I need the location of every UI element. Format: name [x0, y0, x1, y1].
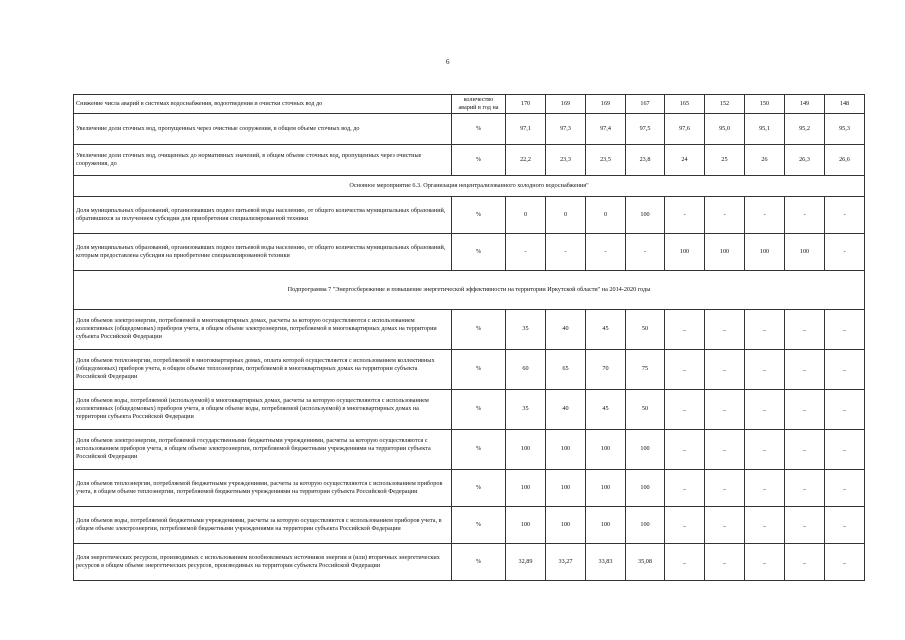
indicator-description: Доля муниципальных образований, организовавших подвоз питьевой воды населению, от общего количества муниципальных образований, которым предоставлена субсидия на приобретение специализированной техники: [74, 233, 452, 270]
indicator-value: _: [705, 506, 745, 543]
indicator-description: Доля объемов теплоэнергии, потребляемой бюджетными учреждениями, расчеты за которую осуществляются с использованием приборов учета, в общем объеме теплоэнергии, потребляемой бюджетными учреждениями на территории субъекта Российской Федерации: [74, 469, 452, 506]
indicator-value: 100: [546, 506, 586, 543]
indicator-value: 25: [705, 144, 745, 175]
section-heading: Основное мероприятие 6.3. Организация нецентрализованного холодного водоснабжения": [74, 175, 865, 196]
indicator-value: -: [785, 196, 825, 233]
indicator-value: 170: [506, 95, 546, 114]
indicator-value: _: [665, 429, 705, 469]
indicator-value: 35: [506, 309, 546, 349]
indicator-unit: %: [452, 233, 506, 270]
table-row: [74, 389, 865, 429]
indicator-value: 24: [665, 144, 705, 175]
indicator-value: -: [705, 196, 745, 233]
indicator-value: -: [665, 196, 705, 233]
indicator-value: _: [665, 389, 705, 429]
table-row: [74, 233, 865, 270]
indicator-value: 23,8: [626, 144, 665, 175]
indicator-value: 26: [745, 144, 785, 175]
table-row: [74, 469, 865, 506]
indicator-value: _: [785, 389, 825, 429]
indicator-unit: %: [452, 349, 506, 389]
table-row: [74, 543, 865, 580]
indicator-value: -: [546, 233, 586, 270]
table-row: [74, 113, 865, 144]
indicator-description: Доля объемов электроэнергии, потребляемой в многоквартирных домах, расчеты за которую осуществляются с использованием коллективных (общедомовых) приборов учета, в общем объеме электроэнергии, потребляемой в многоквартирных домах на территории субъекта Российской Федерации: [74, 309, 452, 349]
table-row: [74, 95, 865, 114]
indicator-value: 40: [546, 389, 586, 429]
page-number: 6: [446, 58, 450, 66]
indicator-value: 100: [745, 233, 785, 270]
indicator-unit: %: [452, 309, 506, 349]
indicator-value: _: [745, 506, 785, 543]
indicator-value: _: [785, 506, 825, 543]
indicator-value: 150: [745, 95, 785, 114]
indicator-value: 45: [586, 309, 626, 349]
indicator-description: Доля объемов теплоэнергии, потребляемой в многоквартирных домах, оплата которой осуществляется с использованием коллективных (общедомовых) приборов учета, в общем объеме теплоэнергии, потребляемой в многоквартирных домах на территории субъекта Российской Федерации: [74, 349, 452, 389]
indicator-value: _: [745, 543, 785, 580]
indicator-value: _: [705, 349, 745, 389]
indicator-value: 100: [546, 429, 586, 469]
indicator-value: 32,89: [506, 543, 546, 580]
indicator-value: _: [745, 309, 785, 349]
indicator-value: _: [825, 506, 865, 543]
indicator-value: 169: [546, 95, 586, 114]
indicator-value: 169: [586, 95, 626, 114]
indicator-unit: %: [452, 506, 506, 543]
indicator-value: 149: [785, 95, 825, 114]
indicator-value: 95,1: [745, 113, 785, 144]
indicator-value: 167: [626, 95, 665, 114]
indicator-value: 148: [825, 95, 865, 114]
indicator-value: 100: [546, 469, 586, 506]
indicator-value: 33,83: [586, 543, 626, 580]
indicator-value: 0: [586, 196, 626, 233]
indicator-value: _: [665, 349, 705, 389]
table-row: [74, 196, 865, 233]
indicator-value: 100: [785, 233, 825, 270]
indicator-value: 100: [506, 469, 546, 506]
indicator-value: 95,0: [705, 113, 745, 144]
indicator-value: 40: [546, 309, 586, 349]
indicator-value: 60: [506, 349, 546, 389]
indicator-value: 100: [626, 196, 665, 233]
indicator-value: 95,2: [785, 113, 825, 144]
indicator-description: Увеличение доли сточных вод, очищенных до нормативных значений, в общем объеме сточных вод, пропущенных через очистные сооружения, до: [74, 144, 452, 175]
indicator-description: Доля муниципальных образований, организовавших подвоз питьевой воды населению, от общего количества муниципальных образований, обратившихся за получением субсидии для приобретения специализированной техники: [74, 196, 452, 233]
indicator-value: 100: [586, 429, 626, 469]
indicator-value: 97,6: [665, 113, 705, 144]
indicator-value: 45: [586, 389, 626, 429]
indicator-value: _: [825, 543, 865, 580]
indicator-description: Доля объемов воды, потребляемой (используемой) в многоквартирных домах, расчеты за которую осуществляются с использованием коллективных (общедомовых) приборов учета, в общем объеме воды, потребляемой (используемой) в многоквартирных домах на территории субъекта Российской Федерации: [74, 389, 452, 429]
indicator-value: 50: [626, 309, 665, 349]
indicator-value: 35,08: [626, 543, 665, 580]
indicator-value: _: [825, 349, 865, 389]
indicator-description: Доля объемов электроэнергии, потребляемой государственными бюджетными учреждениями, расчеты за которую осуществляются с использованием приборов учета, в общем объеме электроэнергии, потребляемой бюджетными учреждениями на территории субъекта Российской Федерации: [74, 429, 452, 469]
indicator-value: 100: [506, 506, 546, 543]
indicator-value: 70: [586, 349, 626, 389]
indicator-value: _: [785, 349, 825, 389]
indicator-value: 100: [626, 506, 665, 543]
indicator-value: _: [665, 506, 705, 543]
indicator-value: 65: [546, 349, 586, 389]
indicator-value: _: [825, 389, 865, 429]
indicator-value: _: [665, 309, 705, 349]
indicator-unit: %: [452, 543, 506, 580]
indicator-value: _: [705, 309, 745, 349]
indicator-value: 100: [705, 233, 745, 270]
indicator-value: 97,5: [626, 113, 665, 144]
section-row: [74, 270, 865, 309]
indicator-value: _: [705, 543, 745, 580]
indicator-unit: %: [452, 196, 506, 233]
indicator-unit: %: [452, 429, 506, 469]
indicator-value: 97,4: [586, 113, 626, 144]
indicator-value: _: [665, 543, 705, 580]
indicator-value: 50: [626, 389, 665, 429]
table-row: [74, 506, 865, 543]
section-row: [74, 175, 865, 196]
indicator-value: 33,27: [546, 543, 586, 580]
indicator-description: Увеличение доли сточных вод, пропущенных через очистные сооружения, в общем объеме сточных вод, до: [74, 113, 452, 144]
indicator-unit: количество аварий в год на: [452, 95, 506, 114]
indicator-value: 95,3: [825, 113, 865, 144]
indicator-value: 26,6: [825, 144, 865, 175]
indicator-value: 165: [665, 95, 705, 114]
indicator-value: -: [825, 196, 865, 233]
indicator-value: 100: [665, 233, 705, 270]
indicator-unit: %: [452, 389, 506, 429]
indicator-value: -: [626, 233, 665, 270]
indicator-value: _: [825, 429, 865, 469]
indicator-value: _: [745, 349, 785, 389]
indicator-value: _: [785, 309, 825, 349]
indicator-value: _: [745, 429, 785, 469]
indicator-value: _: [665, 469, 705, 506]
indicator-value: _: [705, 429, 745, 469]
indicator-value: 23,5: [586, 144, 626, 175]
indicator-value: _: [825, 309, 865, 349]
indicator-value: 100: [626, 469, 665, 506]
indicator-value: _: [745, 469, 785, 506]
indicator-value: 97,1: [506, 113, 546, 144]
table-row: [74, 429, 865, 469]
section-heading: Подпрограмма 7 "Энергосбережение и повышение энергетической эффективности на территории Иркутской области" на 2014-2020 годы: [74, 270, 865, 309]
indicator-value: 100: [506, 429, 546, 469]
indicator-value: -: [745, 196, 785, 233]
indicator-value: 22,2: [506, 144, 546, 175]
indicator-value: _: [705, 469, 745, 506]
indicator-description: Снижение числа аварий в системах водоснабжения, водоотведения и очистки сточных вод до: [74, 95, 452, 114]
indicator-unit: %: [452, 113, 506, 144]
indicator-value: _: [785, 429, 825, 469]
indicator-value: 35: [506, 389, 546, 429]
indicator-value: _: [745, 389, 785, 429]
indicator-value: _: [785, 543, 825, 580]
table-row: [74, 349, 865, 389]
indicator-value: 100: [586, 506, 626, 543]
indicator-value: -: [825, 233, 865, 270]
indicator-description: Доля энергетических ресурсов, производимых с использованием возобновляемых источников энергии и (или) вторичных энергетических ресурсов в общем объеме энергетических ресурсов, производимых на территории субъекта Российской Федерации: [74, 543, 452, 580]
indicators-table: [73, 94, 865, 581]
indicator-unit: %: [452, 469, 506, 506]
indicator-value: _: [785, 469, 825, 506]
indicator-value: -: [506, 233, 546, 270]
indicator-value: 97,3: [546, 113, 586, 144]
indicator-value: 100: [586, 469, 626, 506]
indicator-value: 26,3: [785, 144, 825, 175]
table-row: [74, 144, 865, 175]
indicator-value: _: [705, 389, 745, 429]
indicator-value: -: [586, 233, 626, 270]
indicator-value: 152: [705, 95, 745, 114]
table-row: [74, 309, 865, 349]
indicator-value: 23,3: [546, 144, 586, 175]
indicator-description: Доля объемов воды, потребляемой бюджетными учреждениями, расчеты за которую осуществляются с использованием приборов учета, в общем объеме электроэнергии, потребляемой бюджетными учреждениями на территории субъекта Российской Федерации: [74, 506, 452, 543]
indicator-value: 0: [546, 196, 586, 233]
indicator-value: 0: [506, 196, 546, 233]
indicator-value: _: [825, 469, 865, 506]
indicator-unit: %: [452, 144, 506, 175]
indicator-value: 100: [626, 429, 665, 469]
indicator-value: 75: [626, 349, 665, 389]
